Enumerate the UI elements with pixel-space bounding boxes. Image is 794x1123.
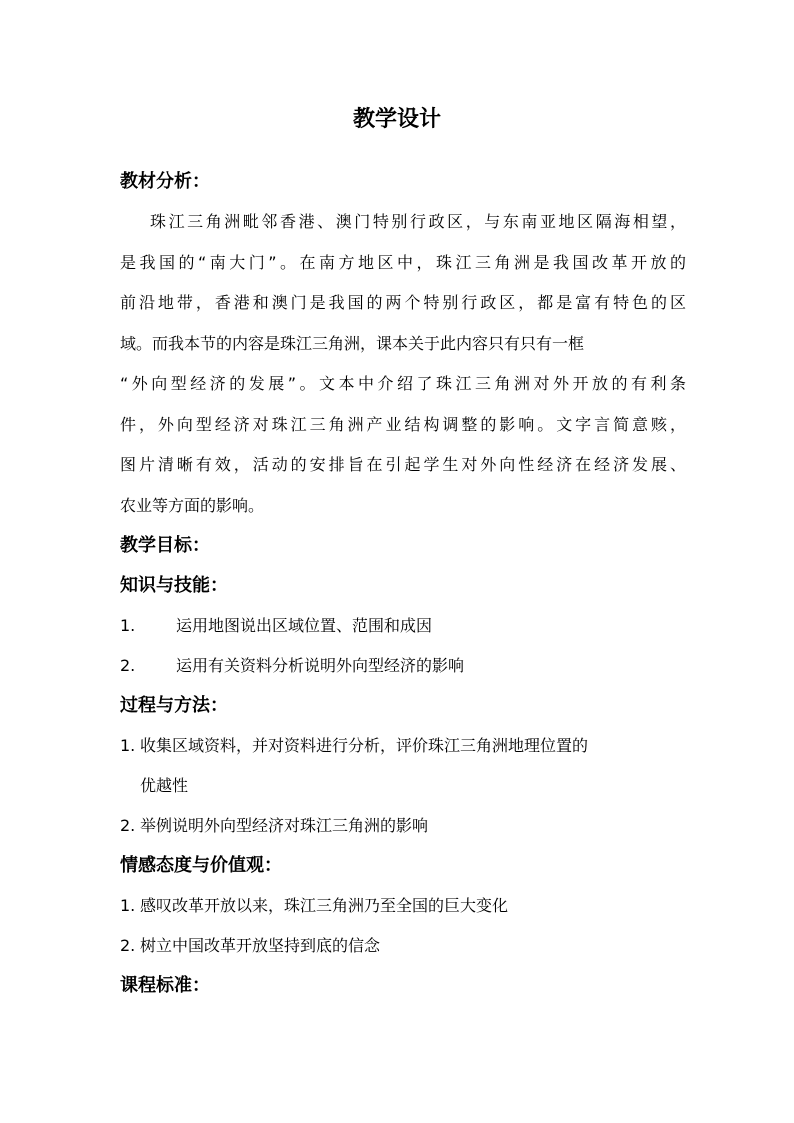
list-item (120, 606, 686, 646)
section-heading-standards: 课程标准： (120, 975, 210, 996)
list-item (120, 646, 686, 686)
paragraph-line: 图片清晰有效，活动的安排旨在引起学生对外向性经济在经济发展、 (120, 455, 686, 474)
list-item-text: 运用地图说出区域位置、范围和成因 (176, 616, 433, 635)
paragraph-line: “外向型经济的发展”。文本中介绍了珠江三角洲对外开放的有利条 (120, 374, 686, 393)
emotion-list (120, 886, 686, 966)
list-item (120, 726, 686, 806)
paragraph-line: 农业等方面的影响。 (120, 495, 265, 515)
document-body (120, 162, 686, 1006)
list-item-text: 树立中国改革开放坚持到底的信念 (140, 936, 381, 955)
paragraph-line: 是我国的“南大门”。在南方地区中，珠江三角洲是我国改革开放的 (120, 252, 686, 272)
paragraph-line: 件，外向型经济对珠江三角洲产业结构调整的影响。文字言简意赅， (120, 414, 686, 434)
list-item (120, 886, 686, 926)
paragraph-line: 域。而我本节的内容是珠江三角洲，课本关于此内容只有只有一框 (120, 333, 585, 353)
process-list (120, 726, 686, 846)
list-item-text: 举例说明外向型经济对珠江三角洲的影响 (140, 816, 429, 835)
list-item-text: 感叹改革开放以来，珠江三角洲乃至全国的巨大变化 (140, 896, 509, 915)
section-heading-objectives: 教学目标： (120, 535, 210, 556)
list-item-text-continued: 优越性 (140, 776, 189, 795)
list-item (120, 926, 686, 966)
list-item-number: 2. (120, 816, 136, 835)
list-item-number: 1. (120, 896, 136, 915)
list-item-number: 1. (120, 616, 136, 635)
list-item-number: 2. (120, 936, 136, 955)
section-heading-emotion: 情感态度与价值观： (120, 855, 282, 876)
section-heading-knowledge: 知识与技能： (120, 575, 228, 596)
knowledge-list (120, 606, 686, 686)
section-heading-analysis: 教材分析： (120, 171, 210, 192)
list-item-text: 收集区域资料，并对资料进行分析，评价珠江三角洲地理位置的 (140, 736, 589, 755)
list-item (120, 806, 686, 846)
document-title: 教学设计 (352, 106, 441, 132)
paragraph-line: 前沿地带，香港和澳门是我国的两个特别行政区，都是富有特色的区 (120, 293, 686, 312)
list-item-number: 2. (120, 656, 136, 675)
list-item-number: 1. (120, 736, 136, 755)
list-item-text: 运用有关资料分析说明外向型经济的影响 (176, 656, 465, 675)
section-heading-process: 过程与方法： (120, 695, 228, 716)
analysis-paragraph (120, 202, 686, 526)
paragraph-line: 珠江三角洲毗邻香港、澳门特别行政区，与东南亚地区隔海相望， (150, 212, 686, 231)
